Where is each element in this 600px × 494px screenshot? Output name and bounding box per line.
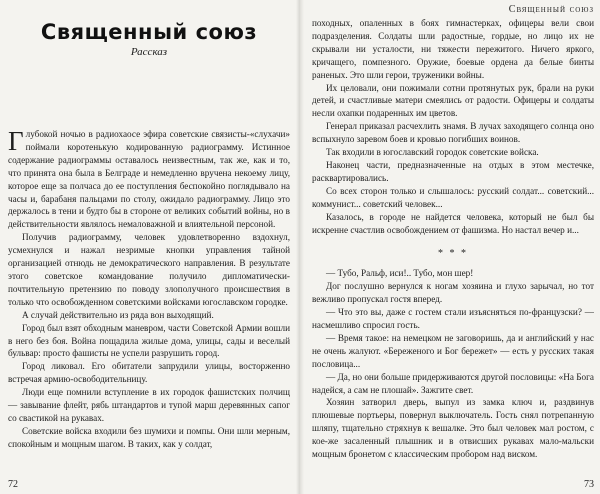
paragraph: Так входили в югославский городок советские войска. [326, 147, 539, 158]
paragraph: Люди еще помнили вступление в их городок фашистских полчищ — завывание флейт, рябь штандартов и тупой марш деревянных сапог со свастикой на рукавах. [8, 387, 290, 423]
paragraph: А случай действительно из ряда вон выходящий. [22, 309, 214, 320]
drop-cap: Г [8, 126, 24, 156]
paragraph: Дог послушно вернулся к ногам хозяина и глухо зарычал, но тот вежливо пропускал гостя вперед. [312, 281, 594, 305]
right-text [312, 17, 594, 461]
paragraph: — Да, но они больше придерживаются другой пословицы: «На Бога надейся, а сам не плошай». Зажгите свет. [312, 371, 594, 395]
page-number-right: 73 [584, 479, 594, 490]
paragraph: Казалось, в городе не найдется человека, который не был бы искренне счастлив освобождением от фашизма. Но настал вечер и... [312, 211, 594, 235]
paragraph: Город ликовал. Его обитатели запрудили улицы, восторженно встречая армию-освободительницу. [8, 361, 290, 385]
paragraph: Глубокой ночью в радиохаосе эфира советские связисты-«слухачи» поймали коротенькую кодированную радиограмму. Истинное содержание радиограммы оставалось неизвестным, так же, как и то, что принята она была в Белграде и немедленно вручена некоему лицу, которое еще за полчаса до ее поступления беспокойно поглядывало на часы и, барабаня пальцами по столу, ожидало радиограмму. Лицо это держалось в тени и будто бы в стороне от великих событий войны, но в действительности являлось немаловажной и влиятельной персоной. [8, 126, 290, 230]
paragraph: Город был взят обходным маневром, части Советской Армии вошли в него без боя. Война пощадила жилые дома, улицы, сады и веселый бульвар: просто фашисты не успели разрушить город. [8, 322, 290, 359]
story-title: Священный союз [40, 20, 258, 44]
right-page [302, 0, 600, 494]
left-page [0, 0, 298, 494]
paragraph: Хозяин затворил дверь, выпул из замка ключ и, раздвинув плюшевые портьеры, повернул выключатель. Гость снял потрепанную шляпу, тщательно стряхнув к вешалке. Это был человек мал ростом, с кое-же засаленный плышник и в отвисших рукавах мало-мальски мощным бронетом с классическим пробором над виском. [312, 397, 594, 460]
section-separator: * * * [438, 248, 468, 260]
paragraph: — Время такое: на немецком не заговоришь, да и английский у нас не очень жалуют. «Береженого и Бог бережет» — есть у русских такая пословица... [312, 332, 594, 369]
paragraph: Со всех сторон только и слышалось: русский солдат... советский... коммунист... советский человек... [312, 185, 594, 209]
paragraph: походных, опаленных в боях гимнастерках, офицеры вели свои подразделения. Солдаты шли радостные, гордые, но лицо их не скрывали ни усталости, ни тяжести пережитого. Ничего яркого, кричащего, помпезного. Оружие, боевые ордена да белые бинты раненых. Это шли герои, труженики войны. [312, 18, 594, 80]
paragraph: Советские войска входили без шумихи и помпы. Они шли мерным, спокойным и мощным шагом. В таких, как у солдат, [8, 425, 290, 449]
paragraph: Наконец части, предназначенные на отдых в этом местечке, расквартировались. [312, 159, 594, 183]
story-subtitle: Рассказ [130, 46, 168, 58]
page-number-left: 72 [8, 479, 18, 490]
paragraph: Получив радиограмму, человек удовлетворенно вздохнул, усмехнулся и нажал незримые кнопки управления тайной организацией отнюдь не демократического направления. В результате этого советское командование получило дипломатически-почтительную претензию по поводу злополучного происшествия в только что освобожденном советскими войсками югославском городке. [8, 232, 290, 307]
paragraph: — Что это вы, даже с гостем стали изъясняться по-французски? — насмешливо спросил гость. [312, 307, 594, 331]
paragraph: — Тубо, Ральф, иси!.. Тубо, мон шер! [326, 268, 474, 279]
running-header: Священный союз [508, 4, 594, 15]
left-text [8, 128, 290, 451]
paragraph: Генерал приказал расчехлить знамя. В лучах заходящего солнца оно вспыхнуло заревом боев и кровью погибших воинов. [312, 121, 594, 145]
paragraph: Их целовали, они пожимали сотни протянутых рук, брали на руки детей, и счастливые матери смеялись от радости. Офицеры и солдаты несли охапки подаренных им цветов. [312, 82, 594, 119]
